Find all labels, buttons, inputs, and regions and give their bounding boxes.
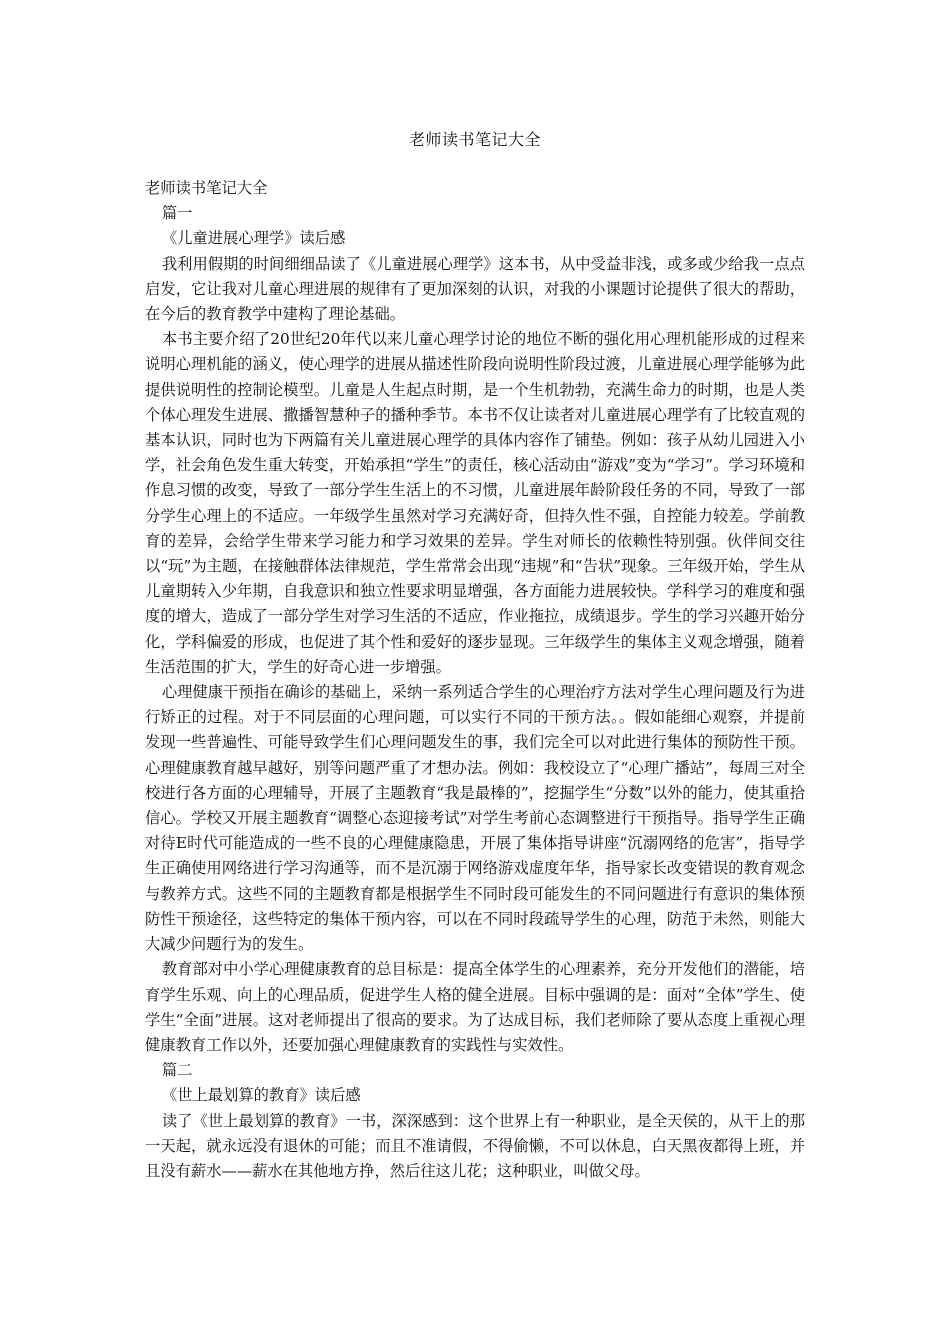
section2-label: 篇二: [161, 1061, 193, 1080]
document-title: 老师读书笔记大全: [408, 130, 541, 149]
document-body: [145, 176, 805, 1184]
section1-paragraph: 我利用假期的时间细细品读了《儿童进展心理学》这本书，从中受益非浅，或多或少给我一点点启发，它让我对儿童心理进展的规律有了更加深刻的认识，对我的小课题讨论提供了很大的帮助，在今后的教育教学中建构了理论基础。: [145, 254, 805, 324]
section1-paragraph: 本书主要介绍了20世纪20年代以来儿童心理学讨论的地位不断的强化用心理机能形成的过程来说明心理机能的涵义，使心理学的进展从描述性阶段向说明性阶段过渡，儿童进展心理学能够为此提供说明性的控制论模型。儿童是人生起点时期，是一个生机勃勃，充满生命力的时期，也是人类个体心理发生进展、撒播智慧种子的播种季节。本书不仅让读者对儿童进展心理学有了比较直观的基本认识，同时也为下两篇有关儿童进展心理学的具体内容作了铺垫。例如：孩子从幼儿园进入小学，社会角色发生重大转变，开始承担“学生”的责任，核心活动由“游戏”变为“学习”。学习环境和作息习惯的改变，导致了一部分学生生活上的不习惯，儿童进展年龄阶段任务的不同，导致了一部分学生心理上的不适应。一年级学生虽然对学习充满好奇，但持久性不强，自控能力较差。学前教育的差异，会给学生带来学习能力和学习效果的差异。学生对师长的依赖性特别强。伙伴间交往以“玩”为主题，在接触群体法律规范，学生常常会出现“违规”和“告状”现象。三年级开始，学生从儿童期转入少年期，自我意识和独立性要求明显增强，各方面能力进展较快。学科学习的难度和强度的增大，造成了一部分学生对学习生活的不适应，作业拖拉，成绩退步。学生的学习兴趣开始分化，学科偏爱的形成，也促进了其个性和爱好的逐步显现。三年级学生的集体主义观念增强，随着生活范围的扩大，学生的好奇心进一步增强。: [145, 330, 805, 676]
section1-paragraph: 教育部对中小学心理健康教育的总目标是：提高全体学生的心理素养，充分开发他们的潜能，培育学生乐观、向上的心理品质，促进学生人格的健全进展。目标中强调的是：面对“全体”学生、使学生“全面”进展。这对老师提出了很高的要求。为了达成目标，我们老师除了要从态度上重视心理健康教育工作以外，还要加强心理健康教育的实践性与实效性。: [145, 960, 805, 1054]
section1-label: 篇一: [161, 204, 193, 223]
section1-book-title: 《儿童进展心理学》读后感: [161, 229, 346, 248]
section2-paragraph: 读了《世上最划算的教育》一书，深深感到：这个世界上有一种职业，是全天侯的，从干上的那一天起，就永远没有退休的可能；而且不准请假，不得偷懒，不可以休息，白天黑夜都得上班，并且没有薪水——薪水在其他地方挣，然后往这儿花；这种职业，叫做父母。: [145, 1111, 805, 1180]
section2-book-title: 《世上最划算的教育》读后感: [161, 1086, 361, 1105]
document-heading: 老师读书笔记大全: [145, 179, 268, 197]
section1-paragraph: 心理健康干预指在确诊的基础上，采纳一系列适合学生的心理治疗方法对学生心理问题及行为进行矫正的过程。对于不同层面的心理问题，可以实行不同的干预方法。。假如能细心观察，并提前发现一些普遍性、可能导致学生们心理问题发生的事，我们完全可以对此进行集体的预防性干预。心理健康教育越早越好，别等问题严重了才想办法。例如：我校设立了“心理广播站”，每周三对全校进行各方面的心理辅导，开展了主题教育“我是最棒的”，挖掘学生“分数”以外的能力，使其重拾信心。学校又开展主题教育“调整心态迎接考试”对学生考前心态调整进行干预指导。指导学生正确对待E时代可能造成的一些不良的心理健康隐患，开展了集体指导讲座“沉溺网络的危害”，指导学生正确使用网络进行学习沟通等，而不是沉溺于网络游戏虚度年华，指导家长改变错误的教育观念与教养方式。这些不同的主题教育都是根据学生不同时段可能发生的不同问题进行有意识的集体预防性干预途径，这些特定的集体干预内容，可以在不同时段疏导学生的心理，防范于未然，则能大大减少问题行为的发生。: [145, 683, 805, 954]
